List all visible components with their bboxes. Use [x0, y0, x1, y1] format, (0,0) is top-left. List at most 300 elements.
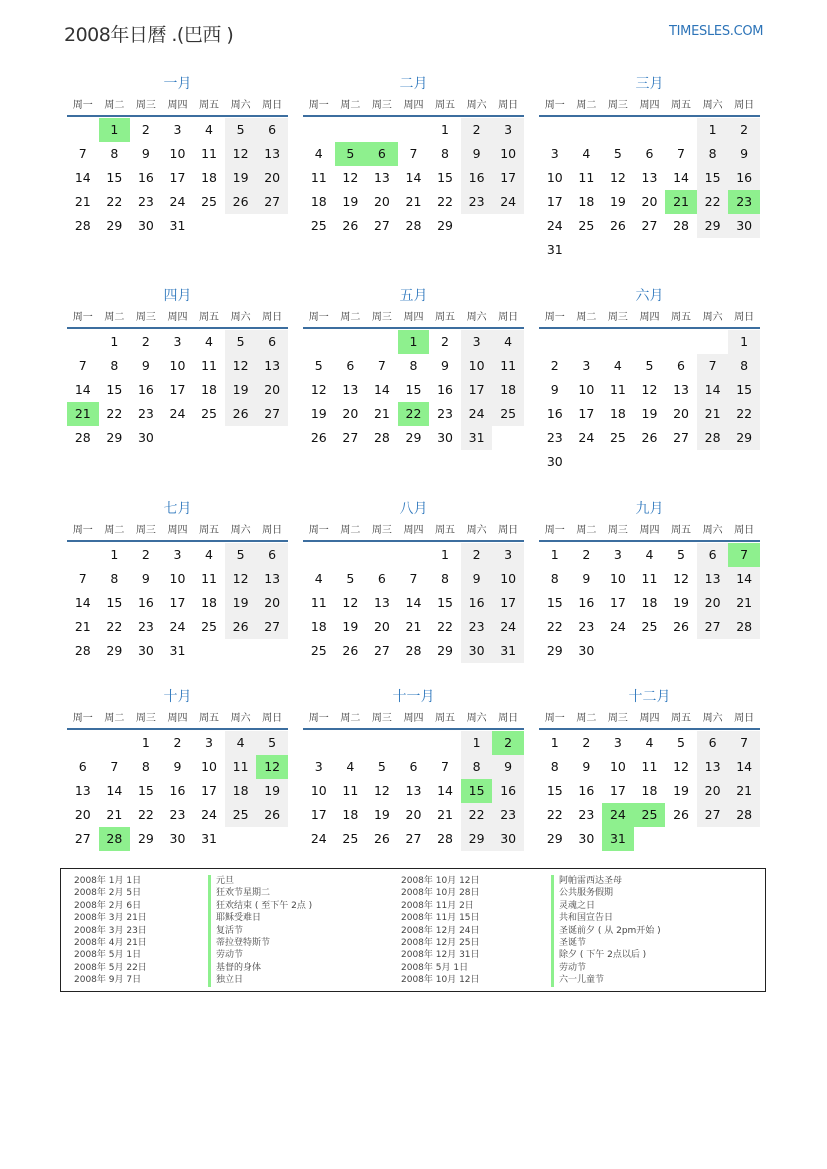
- day-cell[interactable]: 29: [106, 430, 123, 445]
- day-cell[interactable]: 22: [461, 803, 493, 827]
- day-cell[interactable]: 9: [550, 382, 559, 397]
- day-cell[interactable]: 13: [697, 755, 729, 779]
- day-cell[interactable]: 3: [550, 146, 559, 161]
- day-cell[interactable]: 23: [578, 807, 595, 822]
- day-cell[interactable]: 9: [582, 571, 591, 586]
- day-cell[interactable]: 6: [645, 146, 654, 161]
- day-cell[interactable]: 29: [546, 643, 563, 658]
- day-cell[interactable]: 6: [677, 358, 685, 373]
- day-cell[interactable]: 1: [550, 547, 559, 562]
- day-cell[interactable]: 27: [256, 402, 288, 426]
- day-cell[interactable]: 20: [405, 807, 422, 822]
- day-cell[interactable]: 29: [106, 218, 123, 233]
- day-cell[interactable]: 17: [310, 807, 327, 822]
- day-cell[interactable]: 30: [169, 831, 186, 846]
- day-cell[interactable]: 17: [169, 170, 186, 185]
- day-cell[interactable]: 19: [310, 406, 327, 421]
- day-cell[interactable]: 28: [373, 430, 390, 445]
- day-cell[interactable]: 11: [201, 358, 217, 373]
- day-cell[interactable]: 3: [173, 122, 182, 137]
- day-cell[interactable]: 23: [461, 190, 493, 214]
- day-cell[interactable]: 26: [225, 190, 257, 214]
- day-cell[interactable]: 30: [137, 430, 154, 445]
- day-cell[interactable]: 16: [437, 382, 453, 397]
- day-cell[interactable]: 21: [373, 406, 390, 421]
- day-cell[interactable]: 23: [169, 807, 186, 822]
- day-cell[interactable]: 15: [728, 378, 760, 402]
- day-cell[interactable]: 23: [728, 190, 760, 214]
- day-cell[interactable]: 25: [641, 619, 658, 634]
- day-cell[interactable]: 17: [201, 783, 217, 798]
- day-cell[interactable]: 22: [398, 402, 430, 426]
- day-cell[interactable]: 8: [141, 759, 150, 774]
- day-cell[interactable]: 28: [74, 643, 91, 658]
- day-cell[interactable]: 1: [398, 330, 430, 354]
- day-cell[interactable]: 26: [609, 218, 626, 233]
- day-cell[interactable]: 24: [492, 615, 524, 639]
- day-cell[interactable]: 27: [256, 615, 288, 639]
- day-cell[interactable]: 16: [461, 166, 493, 190]
- day-cell[interactable]: 24: [609, 619, 626, 634]
- day-cell[interactable]: 28: [673, 218, 689, 233]
- day-cell[interactable]: 20: [256, 378, 288, 402]
- day-cell[interactable]: 14: [728, 755, 760, 779]
- day-cell[interactable]: 31: [169, 218, 186, 233]
- day-cell[interactable]: 27: [373, 643, 390, 658]
- day-cell[interactable]: 26: [225, 402, 257, 426]
- day-cell[interactable]: 19: [225, 378, 257, 402]
- day-cell[interactable]: 8: [441, 146, 449, 161]
- day-cell[interactable]: 7: [110, 759, 119, 774]
- day-cell[interactable]: 15: [137, 783, 154, 798]
- day-cell[interactable]: 20: [641, 194, 658, 209]
- day-cell[interactable]: 20: [673, 406, 689, 421]
- day-cell[interactable]: 10: [310, 783, 327, 798]
- day-cell[interactable]: 19: [673, 783, 689, 798]
- day-cell[interactable]: 26: [373, 831, 390, 846]
- day-cell[interactable]: 5: [377, 759, 386, 774]
- day-cell[interactable]: 4: [645, 735, 654, 750]
- day-cell[interactable]: 18: [342, 807, 359, 822]
- day-cell[interactable]: 28: [74, 430, 91, 445]
- day-cell[interactable]: 2: [141, 547, 150, 562]
- day-cell[interactable]: 17: [609, 783, 626, 798]
- day-cell[interactable]: 16: [137, 595, 154, 610]
- day-cell[interactable]: 21: [74, 619, 91, 634]
- day-cell[interactable]: 22: [106, 406, 123, 421]
- day-cell[interactable]: 11: [201, 146, 217, 161]
- day-cell[interactable]: 19: [373, 807, 390, 822]
- day-cell[interactable]: 7: [441, 759, 449, 774]
- day-cell[interactable]: 19: [673, 595, 689, 610]
- day-cell[interactable]: 31: [492, 639, 524, 663]
- day-cell[interactable]: 16: [137, 382, 154, 397]
- day-cell[interactable]: 11: [342, 783, 359, 798]
- day-cell[interactable]: 19: [342, 619, 359, 634]
- day-cell[interactable]: 20: [74, 807, 91, 822]
- day-cell[interactable]: 24: [602, 803, 634, 827]
- day-cell[interactable]: 18: [492, 378, 524, 402]
- day-cell[interactable]: 14: [405, 595, 422, 610]
- day-cell[interactable]: 2: [582, 735, 591, 750]
- day-cell[interactable]: 25: [310, 218, 327, 233]
- day-cell[interactable]: 20: [697, 591, 729, 615]
- day-cell[interactable]: 23: [137, 194, 154, 209]
- day-cell[interactable]: 12: [225, 142, 257, 166]
- day-cell[interactable]: 16: [461, 591, 493, 615]
- day-cell[interactable]: 8: [110, 358, 119, 373]
- day-cell[interactable]: 6: [409, 759, 418, 774]
- day-cell[interactable]: 19: [256, 779, 288, 803]
- day-cell[interactable]: 14: [74, 382, 91, 397]
- day-cell[interactable]: 25: [609, 430, 626, 445]
- day-cell[interactable]: 13: [256, 354, 288, 378]
- day-cell[interactable]: 22: [728, 402, 760, 426]
- day-cell[interactable]: 22: [697, 190, 729, 214]
- day-cell[interactable]: 12: [256, 755, 288, 779]
- day-cell[interactable]: 5: [225, 118, 257, 142]
- day-cell[interactable]: 12: [225, 567, 257, 591]
- day-cell[interactable]: 15: [461, 779, 493, 803]
- day-cell[interactable]: 10: [169, 146, 186, 161]
- day-cell[interactable]: 10: [492, 142, 524, 166]
- day-cell[interactable]: 20: [342, 406, 359, 421]
- day-cell[interactable]: 28: [697, 426, 729, 450]
- day-cell[interactable]: 3: [314, 759, 323, 774]
- day-cell[interactable]: 3: [173, 547, 182, 562]
- day-cell[interactable]: 1: [461, 731, 493, 755]
- day-cell[interactable]: 24: [546, 218, 563, 233]
- day-cell[interactable]: 3: [492, 118, 524, 142]
- day-cell[interactable]: 7: [409, 146, 418, 161]
- day-cell[interactable]: 3: [173, 334, 182, 349]
- day-cell[interactable]: 18: [609, 406, 626, 421]
- day-cell[interactable]: 18: [201, 170, 217, 185]
- day-cell[interactable]: 29: [461, 827, 493, 851]
- day-cell[interactable]: 12: [342, 170, 359, 185]
- day-cell[interactable]: 31: [461, 426, 493, 450]
- day-cell[interactable]: 5: [314, 358, 323, 373]
- day-cell[interactable]: 27: [405, 831, 422, 846]
- day-cell[interactable]: 10: [169, 571, 186, 586]
- day-cell[interactable]: 23: [492, 803, 524, 827]
- day-cell[interactable]: 21: [697, 402, 729, 426]
- day-cell[interactable]: 30: [728, 214, 760, 238]
- day-cell[interactable]: 16: [169, 783, 186, 798]
- day-cell[interactable]: 23: [578, 619, 595, 634]
- day-cell[interactable]: 13: [673, 382, 689, 397]
- day-cell[interactable]: 21: [106, 807, 123, 822]
- day-cell[interactable]: 12: [609, 170, 626, 185]
- day-cell[interactable]: 22: [106, 194, 123, 209]
- day-cell[interactable]: 17: [169, 595, 186, 610]
- day-cell[interactable]: 21: [728, 779, 760, 803]
- day-cell[interactable]: 16: [492, 779, 524, 803]
- day-cell[interactable]: 10: [546, 170, 563, 185]
- day-cell[interactable]: 1: [110, 547, 119, 562]
- day-cell[interactable]: 27: [697, 615, 729, 639]
- day-cell[interactable]: 10: [609, 571, 626, 586]
- day-cell[interactable]: 2: [492, 731, 524, 755]
- day-cell[interactable]: 15: [405, 382, 422, 397]
- day-cell[interactable]: 6: [78, 759, 87, 774]
- day-cell[interactable]: 10: [609, 759, 626, 774]
- day-cell[interactable]: 7: [78, 146, 87, 161]
- day-cell[interactable]: 27: [342, 430, 359, 445]
- day-cell[interactable]: 18: [578, 194, 595, 209]
- day-cell[interactable]: 1: [697, 118, 729, 142]
- day-cell[interactable]: 23: [137, 619, 154, 634]
- day-cell[interactable]: 12: [225, 354, 257, 378]
- day-cell[interactable]: 29: [697, 214, 729, 238]
- day-cell[interactable]: 11: [225, 755, 257, 779]
- day-cell[interactable]: 26: [342, 643, 359, 658]
- day-cell[interactable]: 22: [437, 194, 453, 209]
- day-cell[interactable]: 10: [461, 354, 493, 378]
- day-cell[interactable]: 24: [461, 402, 493, 426]
- day-cell[interactable]: 12: [641, 382, 658, 397]
- day-cell[interactable]: 31: [169, 643, 186, 658]
- day-cell[interactable]: 17: [169, 382, 186, 397]
- day-cell[interactable]: 30: [461, 639, 493, 663]
- day-cell[interactable]: 25: [634, 803, 666, 827]
- day-cell[interactable]: 2: [173, 735, 182, 750]
- day-cell[interactable]: 24: [169, 406, 186, 421]
- day-cell[interactable]: 30: [578, 831, 595, 846]
- day-cell[interactable]: 15: [546, 783, 563, 798]
- day-cell[interactable]: 6: [346, 358, 355, 373]
- day-cell[interactable]: 25: [492, 402, 524, 426]
- day-cell[interactable]: 12: [673, 759, 689, 774]
- day-cell[interactable]: 26: [673, 807, 689, 822]
- day-cell[interactable]: 24: [169, 194, 186, 209]
- day-cell[interactable]: 19: [641, 406, 658, 421]
- day-cell[interactable]: 8: [728, 354, 760, 378]
- day-cell[interactable]: 9: [461, 142, 493, 166]
- day-cell[interactable]: 26: [225, 615, 257, 639]
- day-cell[interactable]: 25: [201, 194, 217, 209]
- day-cell[interactable]: 23: [461, 615, 493, 639]
- day-cell[interactable]: 4: [225, 731, 257, 755]
- day-cell[interactable]: 27: [74, 831, 91, 846]
- day-cell[interactable]: 13: [256, 142, 288, 166]
- day-cell[interactable]: 2: [728, 118, 760, 142]
- day-cell[interactable]: 29: [728, 426, 760, 450]
- day-cell[interactable]: 14: [728, 567, 760, 591]
- day-cell[interactable]: 29: [137, 831, 154, 846]
- day-cell[interactable]: 24: [492, 190, 524, 214]
- day-cell[interactable]: 18: [201, 382, 217, 397]
- day-cell[interactable]: 24: [169, 619, 186, 634]
- day-cell[interactable]: 2: [441, 334, 449, 349]
- day-cell[interactable]: 28: [74, 218, 91, 233]
- day-cell[interactable]: 25: [225, 803, 257, 827]
- day-cell[interactable]: 14: [697, 378, 729, 402]
- day-cell[interactable]: 7: [78, 358, 87, 373]
- day-cell[interactable]: 5: [346, 571, 355, 586]
- day-cell[interactable]: 5: [677, 735, 685, 750]
- day-cell[interactable]: 7: [677, 146, 685, 161]
- day-cell[interactable]: 28: [405, 643, 422, 658]
- day-cell[interactable]: 25: [201, 619, 217, 634]
- day-cell[interactable]: 28: [728, 803, 760, 827]
- day-cell[interactable]: 21: [728, 591, 760, 615]
- day-cell[interactable]: 27: [373, 218, 390, 233]
- day-cell[interactable]: 13: [373, 170, 390, 185]
- day-cell[interactable]: 26: [342, 218, 359, 233]
- day-cell[interactable]: 12: [342, 595, 359, 610]
- day-cell[interactable]: 10: [169, 358, 186, 373]
- day-cell[interactable]: 9: [141, 146, 150, 161]
- day-cell[interactable]: 14: [106, 783, 123, 798]
- day-cell[interactable]: 6: [256, 118, 288, 142]
- day-cell[interactable]: 24: [578, 430, 595, 445]
- day-cell[interactable]: 10: [201, 759, 217, 774]
- day-cell[interactable]: 31: [201, 831, 217, 846]
- day-cell[interactable]: 26: [256, 803, 288, 827]
- day-cell[interactable]: 21: [665, 190, 697, 214]
- day-cell[interactable]: 10: [578, 382, 595, 397]
- day-cell[interactable]: 27: [673, 430, 689, 445]
- day-cell[interactable]: 21: [405, 619, 422, 634]
- day-cell[interactable]: 8: [441, 571, 449, 586]
- day-cell[interactable]: 4: [205, 122, 213, 137]
- day-cell[interactable]: 17: [609, 595, 626, 610]
- day-cell[interactable]: 13: [342, 382, 359, 397]
- day-cell[interactable]: 2: [461, 118, 493, 142]
- day-cell[interactable]: 5: [225, 543, 257, 567]
- day-cell[interactable]: 15: [106, 595, 123, 610]
- day-cell[interactable]: 9: [582, 759, 591, 774]
- day-cell[interactable]: 7: [697, 354, 729, 378]
- day-cell[interactable]: 28: [405, 218, 422, 233]
- day-cell[interactable]: 30: [437, 430, 453, 445]
- day-cell[interactable]: 7: [78, 571, 87, 586]
- day-cell[interactable]: 19: [609, 194, 626, 209]
- day-cell[interactable]: 14: [74, 170, 91, 185]
- day-cell[interactable]: 11: [310, 595, 327, 610]
- day-cell[interactable]: 28: [99, 827, 131, 851]
- day-cell[interactable]: 12: [373, 783, 390, 798]
- day-cell[interactable]: 5: [256, 731, 288, 755]
- day-cell[interactable]: 4: [645, 547, 654, 562]
- day-cell[interactable]: 11: [609, 382, 626, 397]
- day-cell[interactable]: 8: [409, 358, 418, 373]
- day-cell[interactable]: 30: [492, 827, 524, 851]
- day-cell[interactable]: 13: [373, 595, 390, 610]
- day-cell[interactable]: 14: [373, 382, 390, 397]
- day-cell[interactable]: 17: [492, 166, 524, 190]
- day-cell[interactable]: 15: [437, 170, 453, 185]
- day-cell[interactable]: 26: [673, 619, 689, 634]
- day-cell[interactable]: 18: [310, 619, 327, 634]
- day-cell[interactable]: 16: [137, 170, 154, 185]
- day-cell[interactable]: 22: [546, 619, 563, 634]
- site-link[interactable]: TIMESLES.COM: [669, 24, 764, 39]
- day-cell[interactable]: 2: [582, 547, 591, 562]
- day-cell[interactable]: 14: [405, 170, 422, 185]
- day-cell[interactable]: 4: [314, 571, 323, 586]
- day-cell[interactable]: 20: [373, 194, 390, 209]
- day-cell[interactable]: 4: [492, 330, 524, 354]
- day-cell[interactable]: 6: [697, 543, 729, 567]
- day-cell[interactable]: 13: [256, 567, 288, 591]
- day-cell[interactable]: 24: [201, 807, 217, 822]
- day-cell[interactable]: 9: [141, 358, 150, 373]
- day-cell[interactable]: 8: [550, 759, 559, 774]
- day-cell[interactable]: 16: [728, 166, 760, 190]
- day-cell[interactable]: 1: [441, 122, 449, 137]
- day-cell[interactable]: 3: [205, 735, 213, 750]
- day-cell[interactable]: 15: [106, 382, 123, 397]
- day-cell[interactable]: 13: [697, 567, 729, 591]
- day-cell[interactable]: 16: [546, 406, 563, 421]
- day-cell[interactable]: 18: [641, 595, 658, 610]
- day-cell[interactable]: 4: [613, 358, 622, 373]
- day-cell[interactable]: 1: [550, 735, 559, 750]
- day-cell[interactable]: 28: [728, 615, 760, 639]
- day-cell[interactable]: 25: [201, 406, 217, 421]
- day-cell[interactable]: 21: [67, 402, 99, 426]
- day-cell[interactable]: 23: [137, 406, 154, 421]
- day-cell[interactable]: 7: [377, 358, 386, 373]
- day-cell[interactable]: 8: [461, 755, 493, 779]
- day-cell[interactable]: 26: [641, 430, 658, 445]
- day-cell[interactable]: 30: [578, 643, 595, 658]
- day-cell[interactable]: 14: [74, 595, 91, 610]
- day-cell[interactable]: 1: [441, 547, 449, 562]
- day-cell[interactable]: 20: [256, 591, 288, 615]
- day-cell[interactable]: 21: [74, 194, 91, 209]
- day-cell[interactable]: 4: [205, 334, 213, 349]
- day-cell[interactable]: 12: [673, 571, 689, 586]
- day-cell[interactable]: 13: [405, 783, 422, 798]
- day-cell[interactable]: 8: [110, 571, 119, 586]
- day-cell[interactable]: 6: [697, 731, 729, 755]
- day-cell[interactable]: 9: [173, 759, 182, 774]
- day-cell[interactable]: 30: [137, 643, 154, 658]
- day-cell[interactable]: 20: [373, 619, 390, 634]
- day-cell[interactable]: 13: [641, 170, 658, 185]
- day-cell[interactable]: 6: [366, 142, 398, 166]
- day-cell[interactable]: 25: [342, 831, 359, 846]
- day-cell[interactable]: 18: [310, 194, 327, 209]
- day-cell[interactable]: 4: [346, 759, 355, 774]
- day-cell[interactable]: 22: [137, 807, 154, 822]
- day-cell[interactable]: 30: [546, 454, 563, 469]
- day-cell[interactable]: 9: [461, 567, 493, 591]
- day-cell[interactable]: 22: [437, 619, 453, 634]
- day-cell[interactable]: 5: [335, 142, 367, 166]
- day-cell[interactable]: 18: [225, 779, 257, 803]
- day-cell[interactable]: 1: [141, 735, 150, 750]
- day-cell[interactable]: 3: [492, 543, 524, 567]
- day-cell[interactable]: 31: [602, 827, 634, 851]
- day-cell[interactable]: 23: [546, 430, 563, 445]
- day-cell[interactable]: 24: [310, 831, 327, 846]
- day-cell[interactable]: 17: [546, 194, 563, 209]
- day-cell[interactable]: 15: [546, 595, 563, 610]
- day-cell[interactable]: 3: [582, 358, 591, 373]
- day-cell[interactable]: 15: [437, 595, 453, 610]
- day-cell[interactable]: 1: [110, 334, 119, 349]
- day-cell[interactable]: 6: [256, 330, 288, 354]
- day-cell[interactable]: 5: [613, 146, 622, 161]
- day-cell[interactable]: 20: [697, 779, 729, 803]
- day-cell[interactable]: 16: [578, 783, 595, 798]
- day-cell[interactable]: 4: [314, 146, 323, 161]
- day-cell[interactable]: 9: [141, 571, 150, 586]
